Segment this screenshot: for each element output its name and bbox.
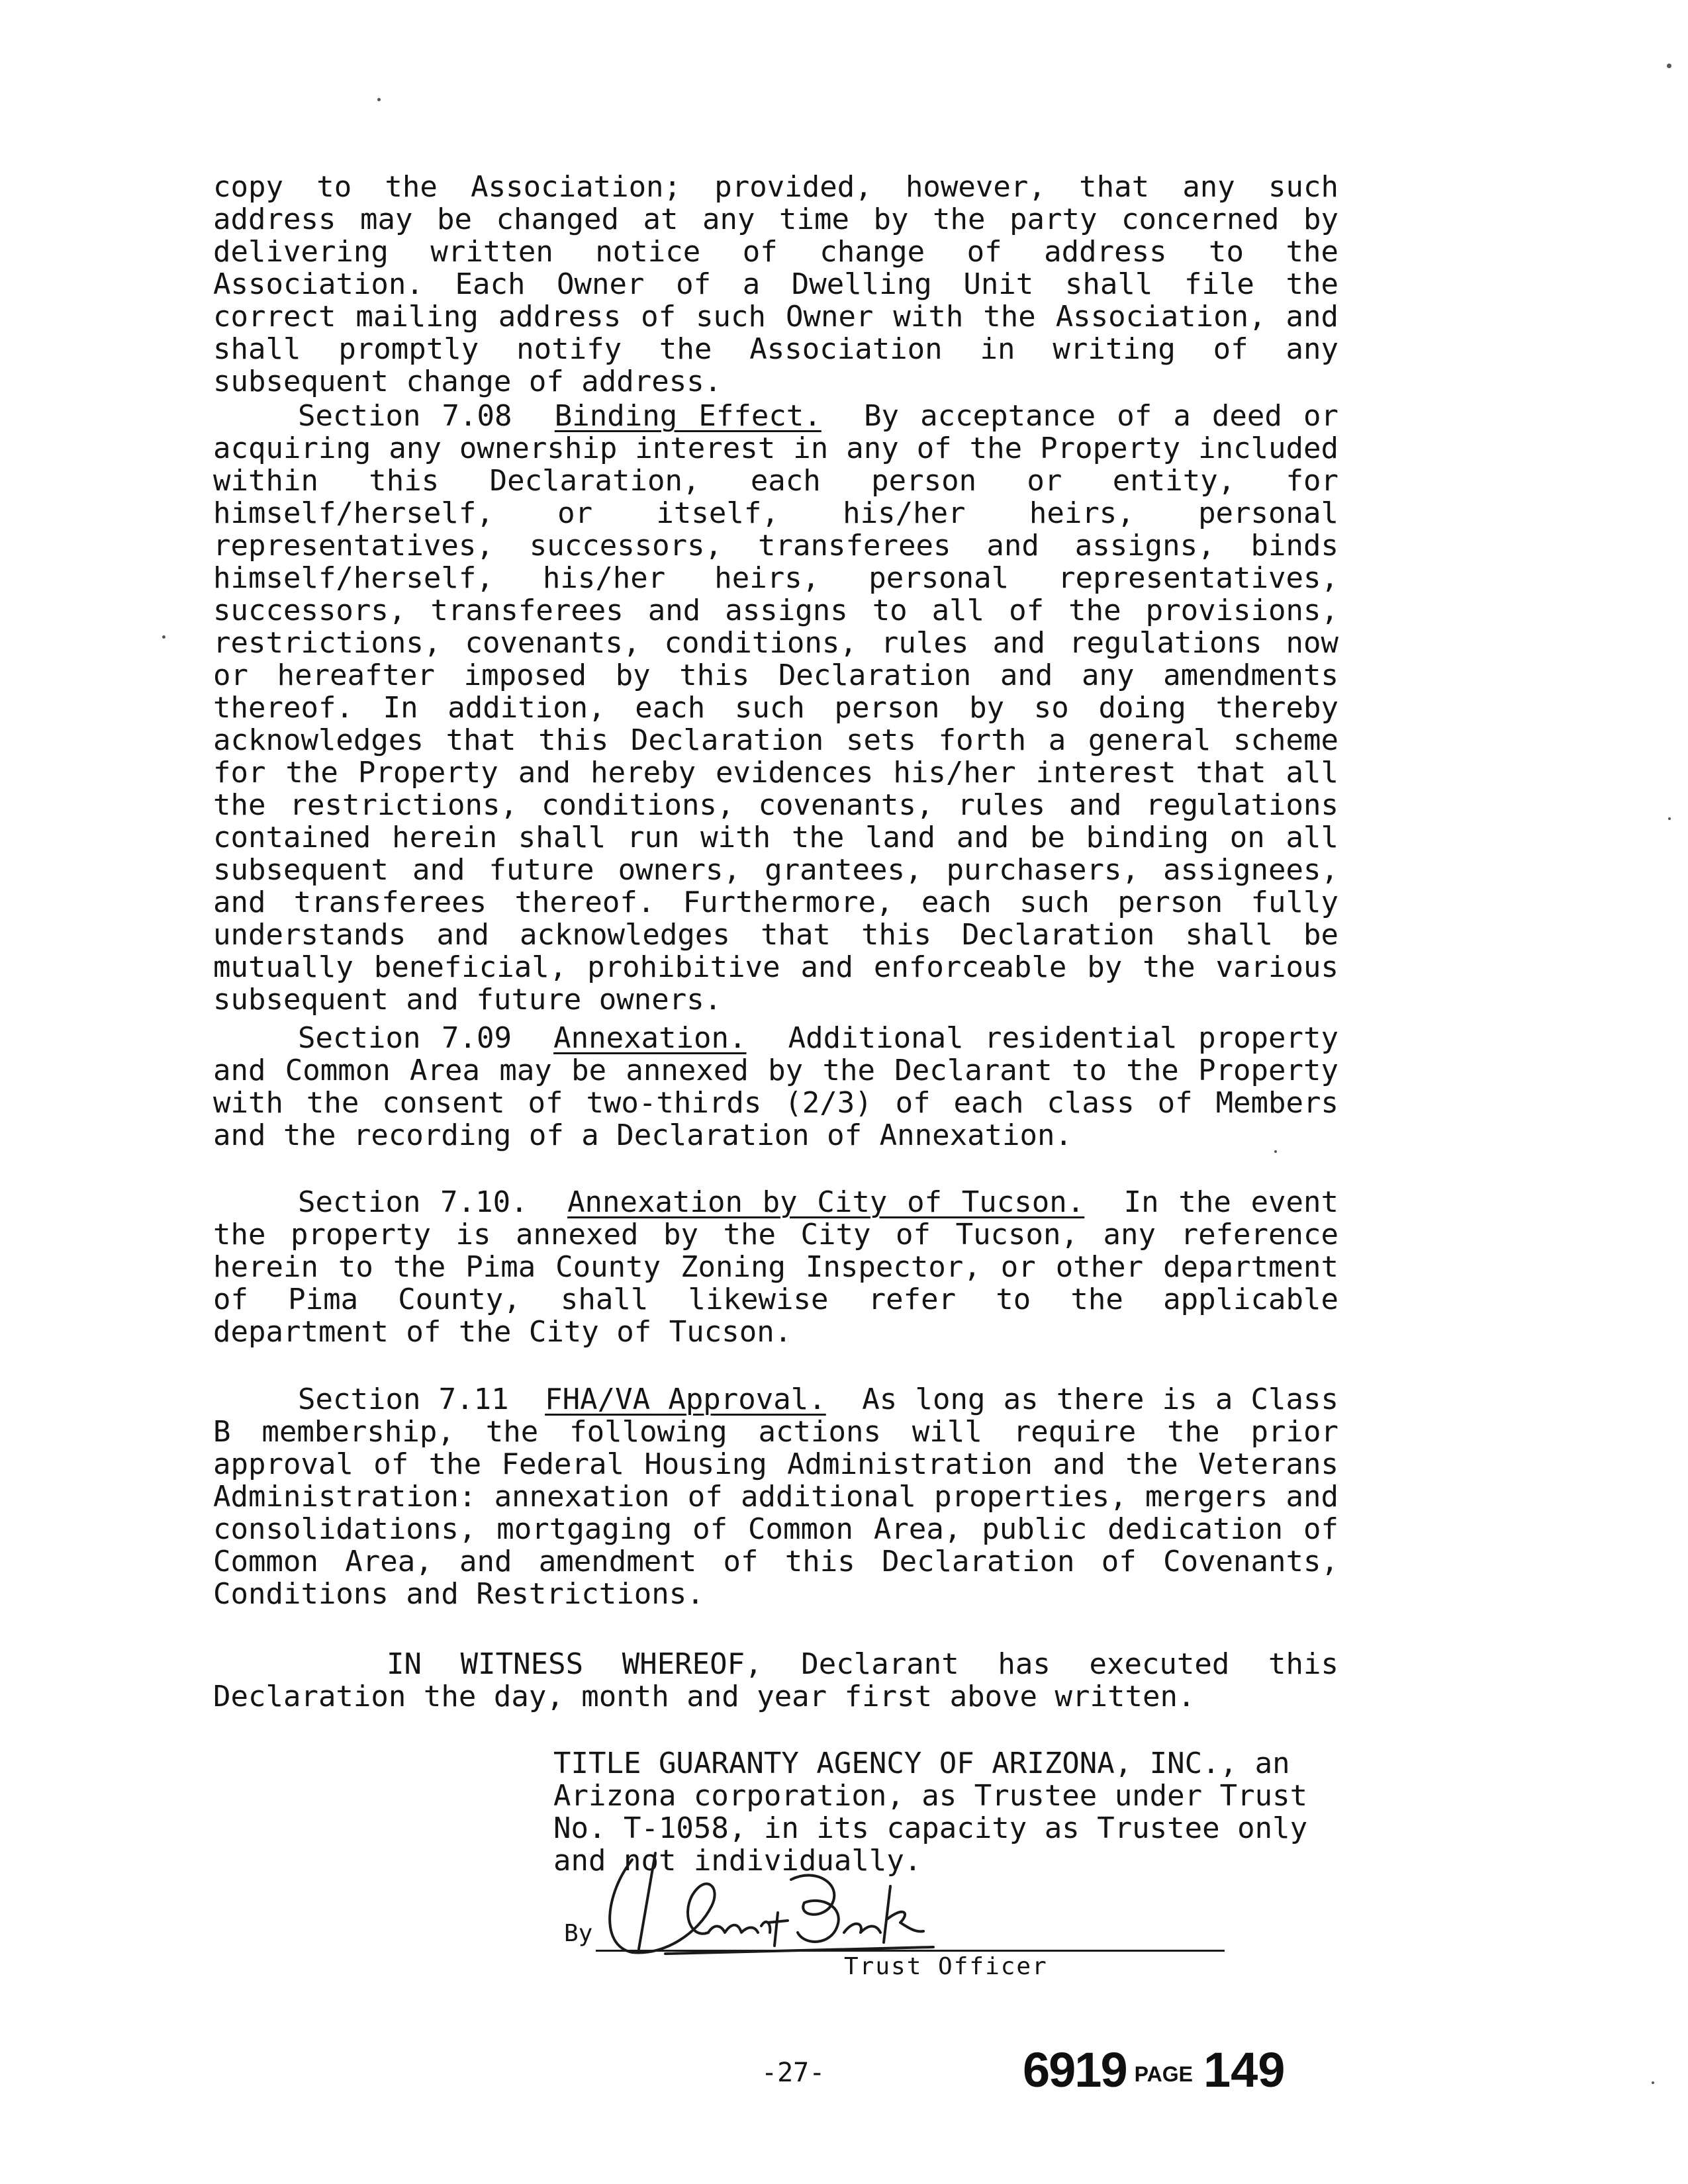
section-7-09-number: Section 7.09	[298, 1021, 512, 1055]
section-7-11-number: Section 7.11	[298, 1383, 509, 1416]
section-7-10	[213, 1186, 1338, 1348]
section-7-09-heading: Annexation.	[553, 1021, 747, 1055]
section-7-10-number: Section 7.10.	[298, 1185, 528, 1219]
paragraph-address-continuation: copy to the Association; provided, however, that any such address may be changed at any time by the party concerned by delivering written notice of change of address to the Association. Each Owner of a Dwelling Unit shall file the correct mailing address of such Owner with the Association, and shall promptly notify the Association in writing of any subsequent change of address.	[213, 170, 1338, 398]
section-7-08	[213, 400, 1338, 1016]
entity-line: TITLE GUARANTY AGENCY OF ARIZONA, INC., an	[553, 1747, 1290, 1780]
entity-line: No. T-1058, in its capacity as Trustee only	[553, 1811, 1308, 1845]
book-number: 6919	[1023, 2042, 1127, 2097]
section-7-09-body: Additional residential property and Common Area may be annexed by the Declarant to the Property with the consent of two-thirds (2/3) of each class of Members and the recording of a Declaration of Annexation.	[213, 1021, 1339, 1152]
entity-line: Arizona corporation, as Trustee under Trust	[553, 1779, 1308, 1813]
scan-speck	[1667, 64, 1671, 68]
signer-title: Trust Officer	[844, 1953, 1048, 1980]
signature-line	[596, 1950, 1225, 1952]
entity-line: and not individually.	[553, 1844, 922, 1878]
section-7-08-heading: Binding Effect.	[554, 399, 821, 433]
section-7-08-number: Section 7.08	[298, 399, 512, 433]
witness-clause: IN WITNESS WHEREOF, Declarant has executed this Declaration the day, month and year first above written.	[213, 1647, 1338, 1713]
page-number: -27-	[761, 2058, 825, 2088]
scan-speck	[1652, 2081, 1654, 2084]
section-7-11	[213, 1383, 1338, 1610]
section-7-08-body: By acceptance of a deed or acquiring any ownership interest in any of the Property included within this Declaration, each person or entity, for himself/herself, or itself, his/her heirs, personal representatives, successors, transferees and assigns, binds himself/herself, his/her heirs, personal representatives, successors, transferees and assigns to all of the provisions, restrictions, covenants, conditions, rules and regulations now or hereafter imposed by this Declaration and any amendments thereof. In addition, each such person by so doing thereby acknowledges that this Declaration sets forth a general scheme for the Property and hereby evidences his/her interest that all the restrictions, conditions, covenants, rules and regulations contained herein shall run with the land and be binding on all subsequent and future owners, grantees, purchasers, assignees, and transferees thereof. Furthermore, each such person fully understands and acknowledges that this Declaration shall be mutually beneficial, prohibitive and enforceable by the various subsequent and future owners.	[213, 399, 1339, 1017]
by-label: By	[564, 1920, 593, 1947]
scan-speck	[162, 635, 165, 639]
section-7-09	[213, 1022, 1338, 1152]
handwritten-signature	[592, 1833, 937, 1966]
section-7-11-body: As long as there is a Class B membership, the following actions will require the prior approval of the Federal Housing Administration and the Veterans Administration: annexation of additional properties, mergers and consolidations, mortgaging of Common Area, public dedication of Common Area, and amendment of this Declaration of Covenants, Conditions and Restrictions.	[213, 1383, 1339, 1611]
scan-speck	[377, 98, 381, 101]
scan-speck	[1668, 817, 1671, 820]
section-7-11-heading: FHA/VA Approval.	[545, 1383, 826, 1416]
section-7-10-body: In the event the property is annexed by the City of Tucson, any reference herein to the Pima County Zoning Inspector, or other department of Pima County, shall likewise refer to the applicable department of the City of Tucson.	[213, 1185, 1339, 1349]
recording-stamp	[1023, 2042, 1285, 2098]
recorded-page-number: 149	[1203, 2042, 1286, 2097]
section-7-10-heading: Annexation by City of Tucson.	[567, 1185, 1085, 1219]
scan-speck	[1274, 1150, 1277, 1153]
page-word: PAGE	[1134, 2062, 1193, 2086]
